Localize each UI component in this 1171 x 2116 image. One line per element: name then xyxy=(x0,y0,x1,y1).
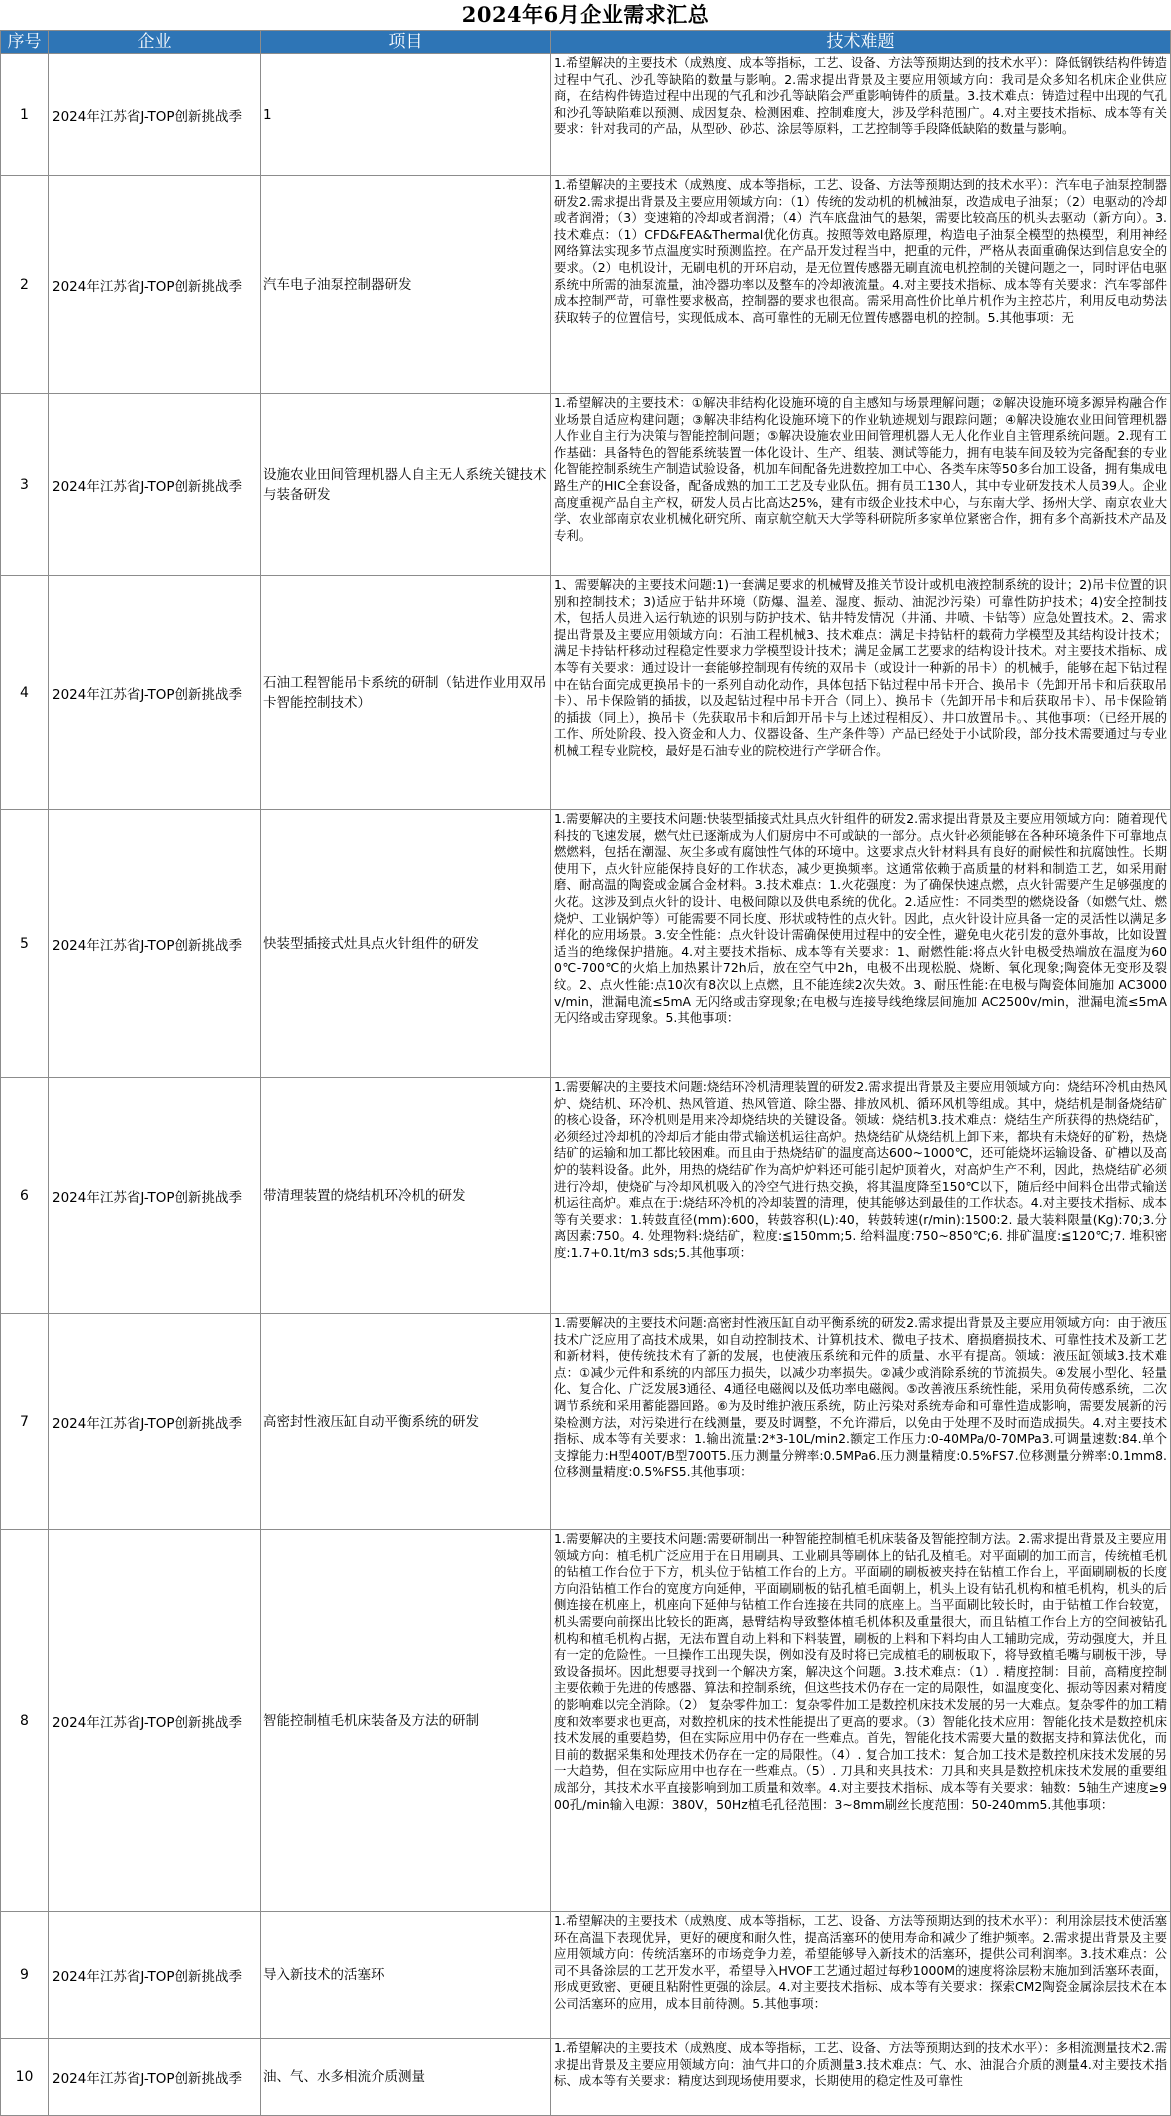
demand-table xyxy=(0,30,1171,2116)
table-row xyxy=(1,176,1171,394)
row-enterprise: 2024年江苏省J-TOP创新挑战季 xyxy=(49,1314,261,1530)
row-tech: 1.希望解决的主要技术（成熟度、成本等指标，工艺、设备、方法等预期达到的技术水平）：多相流测量技术2.需求提出背景及主要应用领域方向：油气井口的介质测量3.技术难点：气、水、油混合介质的测量4.对主要技术指标、成本等有关要求：精度达到现场使用要求，长期使用的稳定性及可靠性 xyxy=(554,2040,1167,2089)
row-project: 1 xyxy=(261,54,551,176)
row-tech: 1.希望解决的主要技术：①解决非结构化设施环境的自主感知与场景理解问题；②解决设施环境多源异构融合作业场景自适应构建问题；③解决非结构化设施环境下的作业轨迹规划与跟踪问题；④解决设施农业田间管理机器人作业自主行为决策与智能控制问题；⑤解决设施农业田间管理机器人无人化作业自主管理系统问题。2.现有工作基础：具备特色的智能系统装置一体化设计、生产、组装、测试等能力，拥有电装车间及较为完备配套的专业化智能控制系统生产制造试验设备，机加车间配备先进数控加工中心、各类车床等50多台加工设备，拥有集成电路生产的HIC全套设备，配备成熟的加工工艺及专业队伍。拥有员工130人，其中专业研发技术人员39人。企业高度重视产品自主产权，研发人员占比高达25%，建有市级企业技术中心，与东南大学、扬州大学、南京农业大学、农业部南京农业机械化研究所、南京航空航天大学等科研院所多家单位紧密合作，拥有多个高新技术产品及专利。 xyxy=(554,395,1167,543)
row-tech: 1.希望解决的主要技术（成熟度、成本等指标，工艺、设备、方法等预期达到的技术水平）：利用涂层技术使活塞环在高温下表现优异，更好的硬度和耐久性，提高活塞环的使用寿命和减少了维护频率。2.需求提出背景及主要应用领域方向：传统活塞环的市场竞争力差，希望能够导入新技术的活塞环，提供公司利润率。3.技术难点：公司不具备涂层的工艺开发水平，希望导入HVOF工艺通过超过每秒1000M的速度将涂层粉末施加到活塞环表面，形成更致密、更硬且粘附性更强的涂层。4.对主要技术指标、成本等有关要求：探索CM2陶瓷金属涂层技术在本公司活塞环的应用，成本目前待测。5.其他事项： xyxy=(554,1913,1167,2011)
row-no: 2 xyxy=(1,176,49,394)
table-row xyxy=(1,1912,1171,2039)
header-project: 项目 xyxy=(261,31,551,54)
header-tech: 技术难题 xyxy=(551,31,1171,54)
row-no: 1 xyxy=(1,54,49,176)
row-no: 7 xyxy=(1,1314,49,1530)
row-project: 高密封性液压缸自动平衡系统的研发 xyxy=(261,1314,551,1530)
table-row xyxy=(1,1530,1171,1912)
row-enterprise: 2024年江苏省J-TOP创新挑战季 xyxy=(49,54,261,176)
row-no: 6 xyxy=(1,1078,49,1314)
row-tech: 1.希望解决的主要技术（成熟度、成本等指标，工艺、设备、方法等预期达到的技术水平）：汽车电子油泵控制器研发2.需求提出背景及主要应用领域方向：（1）传统的发动机的机械油泵，改造成电子油泵；（2）电驱动的冷却或者润滑；（3）变速箱的冷却或者润滑；（4）汽车底盘油气的悬架，需要比较高压的机头去驱动（新方向）。3.技术难点：（1）CFD&FEA&Thermal优化仿真。按照等效电路原理，构造电子油泵全模型的热模型，利用神经网络算法实现多节点温度实时预测监控。在产品开发过程当中，把重的元件，严格从表面重确保达到信息安全的要求。（2）电机设计，无刷电机的开环启动，是无位置传感器无刷直流电机控制的关键问题之一，同时评估电驱系统中所需的油泵流量，油冷器功率以及整车的冷却液流量。4.对主要技术指标、成本等有关要求：汽车零部件成本控制严苛，可靠性要求极高，控制器的要求也很高。需采用高性价比单片机作为主控芯片，利用反电动势法获取转子的位置信号，实现低成本、高可靠性的无刷无位置传感器电机的控制。5.其他事项：无 xyxy=(554,177,1167,325)
table-row xyxy=(1,1078,1171,1314)
row-no: 9 xyxy=(1,1912,49,2039)
row-tech: 1、需要解决的主要技术问题:1)一套满足要求的机械臂及推关节设计或机电液控制系统的设计；2)吊卡位置的识别和控制技术；3)适应于钻井环境（防爆、温差、湿度、振动、油泥沙污染）可靠性防护技术；4)安全控制技术，包括人员进入运行轨迹的识别与防护技术、钻井特发情况（井涌、井喷、卡钻等）应急处置技术。2、需求提出背景及主要应用领域方向：石油工程机械3、技术难点：满足卡持钻杆的载荷力学模型及其结构设计技术；满足卡持钻杆移动过程稳定性要求力学模型设计技术；满足金属工艺要求的结构设计技术。对主要技术指标、成本等有关要求：通过设计一套能够控制现有传统的双吊卡（或设计一种新的吊卡）的机械手，能够在起下钻过程中在钻台面完成更换吊卡的一系列自动化动作，具体包括下钻过程中吊卡开合、换吊卡（先卸开吊卡和后获取吊卡）、吊卡保险销的插拔，以及起钻过程中吊卡开合（同上）、换吊卡（先卸开吊卡和后获取吊卡）、吊卡保险销的插拔（同上），换吊卡（先获取吊卡和后卸开吊卡与上述过程相反）、井口放置吊卡。、其他事项：（已经开展的工作、所处阶段、投入资金和人力、仪器设备、生产条件等）产品已经处于小试阶段，部分技术需要通过与专业机械工程专业院校，最好是石油专业的院校进行产学研合作。 xyxy=(554,577,1167,758)
row-no: 3 xyxy=(1,394,49,576)
row-enterprise: 2024年江苏省J-TOP创新挑战季 xyxy=(49,394,261,576)
row-enterprise: 2024年江苏省J-TOP创新挑战季 xyxy=(49,1912,261,2039)
row-enterprise: 2024年江苏省J-TOP创新挑战季 xyxy=(49,2039,261,2116)
table-row xyxy=(1,2039,1171,2116)
row-tech: 1.需要解决的主要技术问题:高密封性液压缸自动平衡系统的研发2.需求提出背景及主要应用领域方向：由于液压技术广泛应用了高技术成果，如自动控制技术、计算机技术、微电子技术、磨损磨损技术、可靠性技术及新工艺和新材料，使传统技术有了新的发展，也使液压系统和元件的质量、水平有提高。领域：液压缸领域3.技术难点：①减少元件和系统的内部压力损失，以减少功率损失。②减少或消除系统的节流损失。④发展小型化、轻量化、复合化、广泛发展3通径、4通径电磁阀以及低功率电磁阀。⑤改善液压系统性能，采用负荷传感系统，二次调节系统和采用蓄能器回路。⑥为及时维护液压系统，防止污染对系统寿命和可靠性造成影响，需要发展新的污染检测方法，对污染进行在线测量，要及时调整，不允许滞后，以免由于处理不及时而造成损失。4.对主要技术指标、成本等有关要求：1.输出流量:2*3-10L/min2.额定工作压力:0-40MPa/0-70MPa3.可调量速数:84.单个支撑能力:H型400T/B型700T5.压力测量分辨率:0.5MPa6.压力测量精度:0.5%FS7.位移测量分辨率:0.1mm8.位移测量精度:0.5%FS5.其他事项： xyxy=(554,1315,1167,1480)
table-row xyxy=(1,1314,1171,1530)
table-row xyxy=(1,810,1171,1078)
row-project: 设施农业田间管理机器人自主无人系统关键技术与装备研发 xyxy=(261,394,551,576)
row-tech: 1.需要解决的主要技术问题:需要研制出一种智能控制植毛机床装备及智能控制方法。2.需求提出背景及主要应用领域方向：植毛机广泛应用于在日用刷具、工业刷具等刷体上的钻孔及植毛。对平面刷的加工而言，传统植毛机的钻植工作台位于下方，机头位于钻植工作台的上方。平面刷的刷板被夹持在钻植工作台上，平面刷刷板的长度方向沿钻植工作台的宽度方向延伸，平面刷刷板的钻孔植毛面朝上，机头上设有钻孔机构和植毛机构，机头的后侧连接在机座上，机座向下延伸与钻植工作台连接在共同的底座上。当平面刷比较长时，由于钻植工作台较宽，机头需要向前探出比较长的距离，悬臂结构导致整体植毛机体积及重量很大，而且钻植工作台上方的空间被钻孔机构和植毛机构占据，无法布置自动上料和下料装置，刷板的上料和下料均由人工辅助完成，劳动强度大，并且有一定的危险性。一旦操作工出现失误，例如没有及时将已完成植毛的刷板取下，将导致植毛嘴与刷板干涉，导致设备损坏。因此想要寻找到一个解决方案，解决这个问题。3.技术难点：（1）. 精度控制：目前，高精度控制主要依赖于先进的传感器、算法和控制系统，但这些技术仍存在一定的局限性，如温度变化、振动等因素对精度的影响难以完全消除。（2） 复杂零件加工：复杂零件加工是数控机床技术发展的另一大难点。复杂零件的加工精度和效率要求也更高，对数控机床的技术性能提出了更高的要求。（3）智能化技术应用：智能化技术是数控机床技术发展的重要趋势，但在实际应用中仍存在一些难点。首先，智能化技术需要大量的数据支持和算法优化，而目前的数据采集和处理技术仍存在一定的局限性。（4）. 复合加工技术：复合加工技术是数控机床技术发展的另一大趋势，但在实际应用中也存在一些难点。（5）. 刀具和夹具技术：刀具和夹具是数控机床技术发展的重要组成部分，其技术水平直接影响到加工质量和效率。4.对主要技术指标、成本等有关要求：轴数：5轴生产速度≥900孔/min输入电源：380V，50Hz植毛孔径范围：3~8mm刷丝长度范围：50-240mm5.其他事项： xyxy=(554,1531,1167,1812)
row-tech: 1.希望解决的主要技术（成熟度、成本等指标，工艺、设备、方法等预期达到的技术水平）：降低钢铁结构件铸造过程中气孔、沙孔等缺陷的数量与影响。2.需求提出背景及主要应用领域方向：我司是众多知名机床企业供应商，在结构件铸造过程中出现的气孔和沙孔等缺陷会严重影响铸件的质量。3.技术难点：铸造过程中出现的气孔和沙孔等缺陷难以预测、成因复杂、检测困难、控制难度大，涉及学科范围广。4.对主要技术指标、成本等有关要求：针对我司的产品，从型砂、砂芯、涂层等原料，工艺控制等手段降低缺陷的数量与影响。 xyxy=(554,55,1167,137)
row-project: 油、气、水多相流介质测量 xyxy=(261,2039,551,2116)
row-enterprise: 2024年江苏省J-TOP创新挑战季 xyxy=(49,176,261,394)
table-row xyxy=(1,576,1171,810)
row-no: 8 xyxy=(1,1530,49,1912)
row-tech: 1.需要解决的主要技术问题:烧结环冷机清理装置的研发2.需求提出背景及主要应用领域方向：烧结环冷机由热风炉、烧结机、环冷机、热风管道、热风管道、除尘器、排放风机、循环风机等组成。其中，烧结机是制备烧结矿的核心设备，环冷机则是用来冷却烧结块的关键设备。领域：烧结机3.技术难点：烧结生产所获得的热烧结矿，必须经过冷却机的冷却后才能由带式输送机运往高炉。热烧结矿从烧结机上卸下来，都块有未烧好的矿粉，热烧结矿的运输和加工都比较困难。而且由于热烧结矿的温度高达600~1000℃，还可能烧坏运输设备、矿槽以及高炉的装料设备。此外，用热的烧结矿作为高炉炉料还可能引起炉顶着火，对高炉生产不利，因此，热烧结矿必须进行冷却，使烧矿与冷却风机吸入的冷空气进行热交换，将其温度降至150℃以下，随后经中间料仓出带式输送机运往高炉。难点在于:烧结环冷机的冷却装置的清理，使其能够达到最佳的工作状态。4.对主要技术指标、成本等有关要求：1.转鼓直径(mm):600，转鼓容积(L):40，转鼓转速(r/min):1500:2. 最大装料限量(Kg):70;3.分离因素:750。4. 处理物料:烧结矿，粒度:≦150mm;5. 给料温度:750~850℃;6. 排矿温度:≦120℃;7. 堆积密度:1.7+0.1t/m3 sds;5.其他事项： xyxy=(554,1079,1167,1260)
row-project: 带清理装置的烧结机环冷机的研发 xyxy=(261,1078,551,1314)
row-project: 智能控制植毛机床装备及方法的研制 xyxy=(261,1530,551,1912)
row-project: 导入新技术的活塞环 xyxy=(261,1912,551,2039)
row-project: 快装型插接式灶具点火针组件的研发 xyxy=(261,810,551,1078)
row-enterprise: 2024年江苏省J-TOP创新挑战季 xyxy=(49,576,261,810)
row-no: 10 xyxy=(1,2039,49,2116)
table-row xyxy=(1,54,1171,176)
row-project: 石油工程智能吊卡系统的研制（钻进作业用双吊卡智能控制技术） xyxy=(261,576,551,810)
row-enterprise: 2024年江苏省J-TOP创新挑战季 xyxy=(49,810,261,1078)
row-enterprise: 2024年江苏省J-TOP创新挑战季 xyxy=(49,1530,261,1912)
row-tech: 1.需要解决的主要技术问题:快装型插接式灶具点火针组件的研发2.需求提出背景及主要应用领域方向：随着现代科技的飞速发展，燃气灶已逐渐成为人们厨房中不可或缺的一部分。点火针必须能够在各种环境条件下可靠地点燃燃料，包括在潮湿、灰尘多或有腐蚀性气体的环境中。这要求点火针材料具有良好的耐候性和抗腐蚀性。长期使用下，点火针应能保持良好的工作状态，减少更换频率。这通常依赖于高质量的材料和制造工艺，如采用耐磨、耐高温的陶瓷或金属合金材料。3.技术难点：1.火花强度：为了确保快速点燃，点火针需要产生足够强度的火花。这涉及到点火针的设计、电极间隙以及供电系统的优化。2.适应性：不同类型的燃烧设备（如燃气灶、燃烧炉、工业锅炉等）可能需要不同长度、形状或特性的点火针。因此，点火针设计应具备一定的灵活性以满足多样化的应用场景。3.安全性能：点火针设计需确保使用过程中的安全性，避免电火花引发的意外事故，比如设置适当的绝缘保护措施。4.对主要技术指标、成本等有关要求：1、耐燃性能:将点火针电极受热端放在温度为600℃-700℃的火焰上加热累计72h后，放在空气中2h，电极不出现松脱、烧断、氧化现象;陶瓷体无变形及裂纹。2、点火性能:点10次有8次以上点燃，且不能连续2次失效。3、耐压性能:在电极与陶瓷体间施加 AC3000v/min，泄漏电流≤5mA 无闪络或击穿现象;在电极与连接导线绝缘层间施加 AC2500v/min，泄漏电流≤5mA 无闪络或击穿现象。5.其他事项： xyxy=(554,811,1167,1026)
row-enterprise: 2024年江苏省J-TOP创新挑战季 xyxy=(49,1078,261,1314)
sheet-title: 2024年6月企业需求汇总 xyxy=(461,2,710,27)
header-no: 序号 xyxy=(1,31,49,54)
header-row xyxy=(1,31,1171,54)
table-row xyxy=(1,394,1171,576)
row-no: 5 xyxy=(1,810,49,1078)
header-enterprise: 企业 xyxy=(49,31,261,54)
row-project: 汽车电子油泵控制器研发 xyxy=(261,176,551,394)
row-no: 4 xyxy=(1,576,49,810)
